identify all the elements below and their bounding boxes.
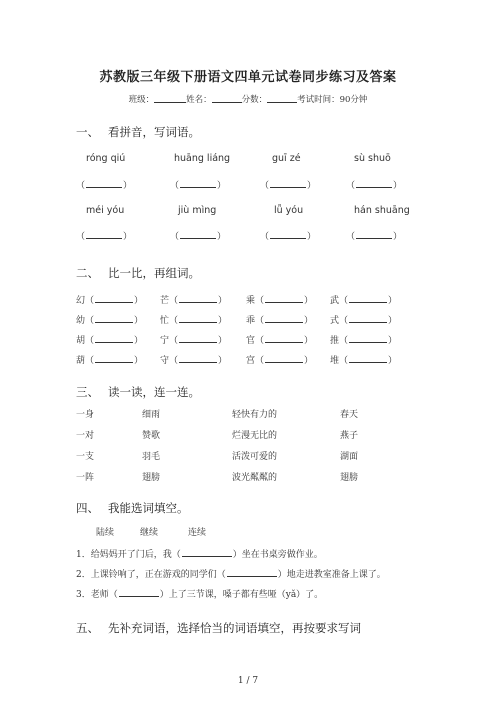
document-title: 苏教版三年级下册语文四单元试卷同步练习及答案 xyxy=(99,70,397,85)
answer-blank[interactable] xyxy=(265,315,303,323)
answer-blank[interactable]: （ ） xyxy=(76,181,133,191)
match-item[interactable]: 活泼可爱的 xyxy=(232,452,278,462)
answer-blank[interactable] xyxy=(265,355,303,363)
answer-blank[interactable] xyxy=(349,315,387,323)
match-item[interactable]: 细雨 xyxy=(142,410,161,420)
answer-blank[interactable]: （ ） xyxy=(76,232,133,242)
answer-blank[interactable] xyxy=(349,355,387,363)
compare-item: 幻（ ） xyxy=(76,296,144,306)
section-heading-1: 一、 看拼音，写词语。 xyxy=(76,125,200,139)
answer-blank[interactable] xyxy=(179,335,217,343)
word-choice: 连续 xyxy=(188,528,207,538)
answer-blank[interactable]: （ ） xyxy=(170,232,227,242)
match-item[interactable]: 春天 xyxy=(340,410,359,420)
score-blank xyxy=(267,94,297,103)
compare-item: 葫（ ） xyxy=(76,356,144,366)
answer-blank[interactable] xyxy=(265,335,303,343)
answer-blank[interactable] xyxy=(179,295,217,303)
answer-blank[interactable]: （ ） xyxy=(260,181,317,191)
match-item[interactable]: 赞歌 xyxy=(142,431,161,441)
match-item[interactable]: 翅膀 xyxy=(142,473,161,483)
pinyin-item: hán shuāng xyxy=(354,205,410,216)
compare-item: 堆（ ） xyxy=(330,356,398,366)
compare-item: 官（ ） xyxy=(246,336,314,346)
compare-item: 乘（ ） xyxy=(246,296,314,306)
compare-item: 胡（ ） xyxy=(76,336,144,346)
word-choice: 陆续 xyxy=(96,528,115,538)
compare-item: 武（ ） xyxy=(330,296,398,306)
pinyin-item: huāng liáng xyxy=(174,153,231,164)
match-item[interactable]: 湖面 xyxy=(340,452,359,462)
compare-item: 幼（ ） xyxy=(76,316,144,326)
pinyin-item: sù shuō xyxy=(354,153,391,164)
section-heading-3: 三、 读一读，连一连。 xyxy=(76,385,200,399)
compare-item: 芒（ ） xyxy=(160,296,228,306)
compare-item: 宫（ ） xyxy=(246,356,314,366)
page-number: 1 / 7 xyxy=(237,676,259,686)
match-item[interactable]: 波光粼粼的 xyxy=(232,473,278,483)
compare-item: 宁（ ） xyxy=(160,336,228,346)
student-info-line xyxy=(0,93,496,105)
compare-item: 守（ ） xyxy=(160,356,228,366)
match-item[interactable]: 燕子 xyxy=(340,431,359,441)
word-choice: 继续 xyxy=(140,528,159,538)
section-heading-2: 二、 比一比，再组词。 xyxy=(76,266,200,280)
fill-sentence-2: 2．上课铃响了，正在游戏的同学们（ ）地走进教室准备上课了。 xyxy=(76,570,386,580)
answer-blank[interactable] xyxy=(349,295,387,303)
class-blank xyxy=(154,94,186,103)
compare-item: 推（ ） xyxy=(330,336,398,346)
match-item[interactable]: 一阵 xyxy=(76,473,95,483)
answer-blank[interactable] xyxy=(179,355,217,363)
match-item[interactable]: 羽毛 xyxy=(142,452,161,462)
pinyin-item: róng qiú xyxy=(86,153,126,164)
answer-blank[interactable] xyxy=(95,335,133,343)
match-item[interactable]: 翅膀 xyxy=(340,473,359,483)
answer-blank[interactable] xyxy=(349,335,387,343)
pinyin-item: lǚ yóu xyxy=(274,205,304,216)
answer-blank[interactable] xyxy=(265,295,303,303)
pinyin-item: guī zé xyxy=(272,153,301,164)
section-heading-5: 五、 先补充词语，选择恰当的词语填空，再按要求写词 xyxy=(76,621,361,635)
compare-item: 式（ ） xyxy=(330,316,398,326)
answer-blank[interactable]: （ ） xyxy=(346,232,403,242)
answer-blank[interactable] xyxy=(179,315,217,323)
answer-blank[interactable] xyxy=(95,315,133,323)
pinyin-item: jiù mìng xyxy=(178,205,217,216)
answer-blank[interactable]: （ ） xyxy=(346,181,403,191)
match-item[interactable]: 轻快有力的 xyxy=(232,410,278,420)
answer-blank[interactable]: （ ） xyxy=(170,181,227,191)
answer-blank[interactable] xyxy=(182,549,232,557)
score-label: 分数： xyxy=(241,95,268,105)
fill-sentence-3: 3．老师（ ）上了三节课，嗓子都有些哑（yǎ）了。 xyxy=(76,590,324,600)
section-heading-4: 四、 我能选词填空。 xyxy=(76,501,189,515)
pinyin-item: méi yóu xyxy=(86,205,125,216)
name-label: 姓名： xyxy=(186,95,212,105)
answer-blank[interactable] xyxy=(95,295,133,303)
fill-sentence-1: 1．给妈妈开了门后，我（ ）坐在书桌旁做作业。 xyxy=(76,550,323,560)
answer-blank[interactable]: （ ） xyxy=(260,232,317,242)
answer-blank[interactable] xyxy=(227,569,277,577)
class-label: 班级： xyxy=(128,95,155,105)
compare-item: 乖（ ） xyxy=(246,316,314,326)
match-item[interactable]: 一身 xyxy=(76,410,95,420)
match-item[interactable]: 一支 xyxy=(76,452,95,462)
time-label: 考试时间：90分钟 xyxy=(297,95,368,105)
name-blank xyxy=(212,94,242,103)
answer-blank[interactable] xyxy=(95,355,133,363)
match-item[interactable]: 一对 xyxy=(76,431,95,441)
match-item[interactable]: 烂漫无比的 xyxy=(232,431,278,441)
answer-blank[interactable] xyxy=(119,589,159,597)
compare-item: 忙（ ） xyxy=(160,316,228,326)
